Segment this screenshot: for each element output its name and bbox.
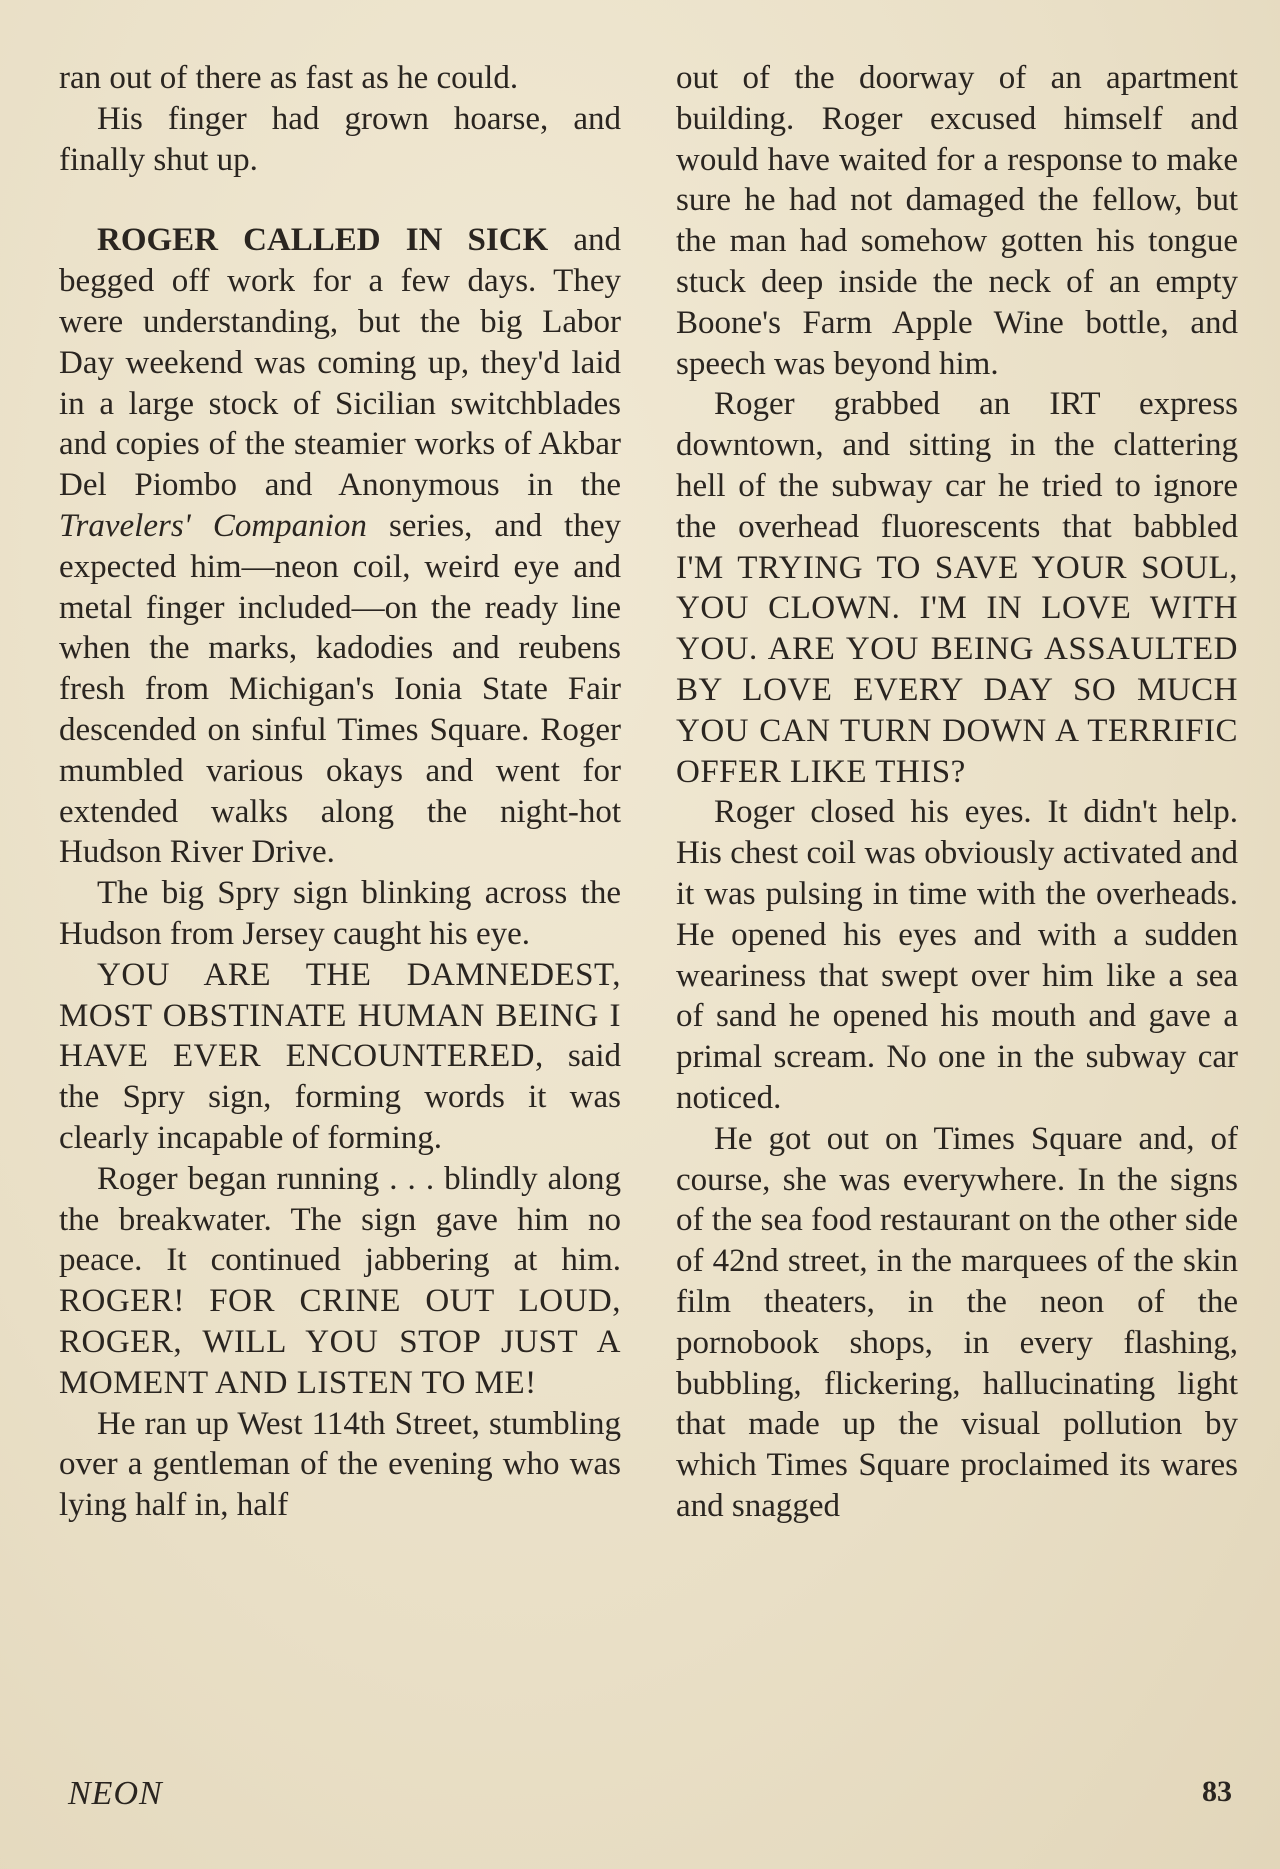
paragraph-text: Roger grabbed an IRT express downtown, and sitting in the clattering hell of the subway car he tried to ignore the overhead fluorescents that babbled bbox=[676, 386, 1238, 545]
paragraph: He got out on Times Square and, of course, she was everywhere. In the signs of the sea food restaurant on the other side of 42nd street, in the marquees of the skin film theaters, in the neon of the pornobook shops, in every flashing, bubbling, flickering, hallucinating light that made up the visual pollution by which Times Square proclaimed its wares and snagged bbox=[676, 1120, 1238, 1524]
page-number: 83 bbox=[1202, 1775, 1232, 1808]
paragraph bbox=[59, 1159, 621, 1404]
paragraph bbox=[676, 384, 1238, 792]
sign-speech: I'M TRYING TO SAVE YOUR SOUL, YOU CLOWN. I'M IN LOVE WITH YOU. ARE YOU BEING ASSAULTED BY LOVE EVERY DAY SO MUCH YOU CAN TURN DOWN A TERRIFIC OFFER LIKE THIS? bbox=[676, 549, 1238, 790]
paragraph-text: series, and they expected him—neon coil, weird eye and metal finger included—on the ready line when the marks, kadodies and reubens fresh from Michigan's Ionia State Fair descended on sinful Times Square. Roger mumbled various okays and went for extended walks along the night-hot Hudson River Drive. bbox=[59, 507, 621, 871]
paragraph: out of the doorway of an apartment building. Roger excused himself and would have waited for a response to make sure he had not damaged the fellow, but the man had somehow gotten his tongue stuck deep inside the neck of an empty Boone's Farm Apple Wine bottle, and speech was beyond him. bbox=[676, 60, 1238, 382]
section-lead-in: ROGER CALLED IN SICK bbox=[97, 222, 549, 259]
left-text-column bbox=[59, 58, 621, 1526]
paragraph bbox=[59, 955, 621, 1159]
section-paragraph bbox=[59, 220, 621, 873]
paragraph: The big Spry sign blinking across the Hudson from Jersey caught his eye. bbox=[59, 875, 621, 952]
paragraph-text: Roger began running . . . blindly along the breakwater. The sign gave him no peace. It continued jabbering at him. bbox=[59, 1160, 621, 1279]
paragraph: ran out of there as fast as he could. bbox=[59, 60, 519, 96]
sign-speech: ROGER! FOR CRINE OUT LOUD, ROGER, WILL YOU STOP JUST A MOMENT AND LISTEN TO ME! bbox=[59, 1283, 621, 1401]
book-series-title: Travelers' Companion bbox=[59, 507, 367, 544]
running-title: NEON bbox=[68, 1775, 163, 1812]
paragraph: His finger had grown hoarse, and finally shut up. bbox=[59, 100, 621, 178]
sign-speech: YOU ARE THE DAMNEDEST, MOST OBSTINATE HUMAN BEING I HAVE EVER ENCOUNTERED, bbox=[59, 956, 621, 1075]
paragraph-text: and begged off work for a few days. They were understanding, but the big Labor Day weekend was coming up, they'd laid in a large stock of Sicilian switchblades and copies of the steamier works of Akbar Del Piombo and Anonymous in the bbox=[59, 222, 621, 504]
right-text-column bbox=[676, 58, 1238, 1527]
paragraph: Roger closed his eyes. It didn't help. His chest coil was obviously activated and it was pulsing in time with the overheads. He opened his eyes and with a sudden weariness that swept over him like a sea of sand he opened his mouth and gave a primal scream. No one in the subway car noticed. bbox=[676, 794, 1238, 1116]
paragraph: He ran up West 114th Street, stumbling over a gentleman of the evening who was lying half in, half bbox=[59, 1405, 621, 1524]
paragraph-text: said the Spry sign, forming words it was clearly incapable of forming. bbox=[59, 1038, 621, 1156]
